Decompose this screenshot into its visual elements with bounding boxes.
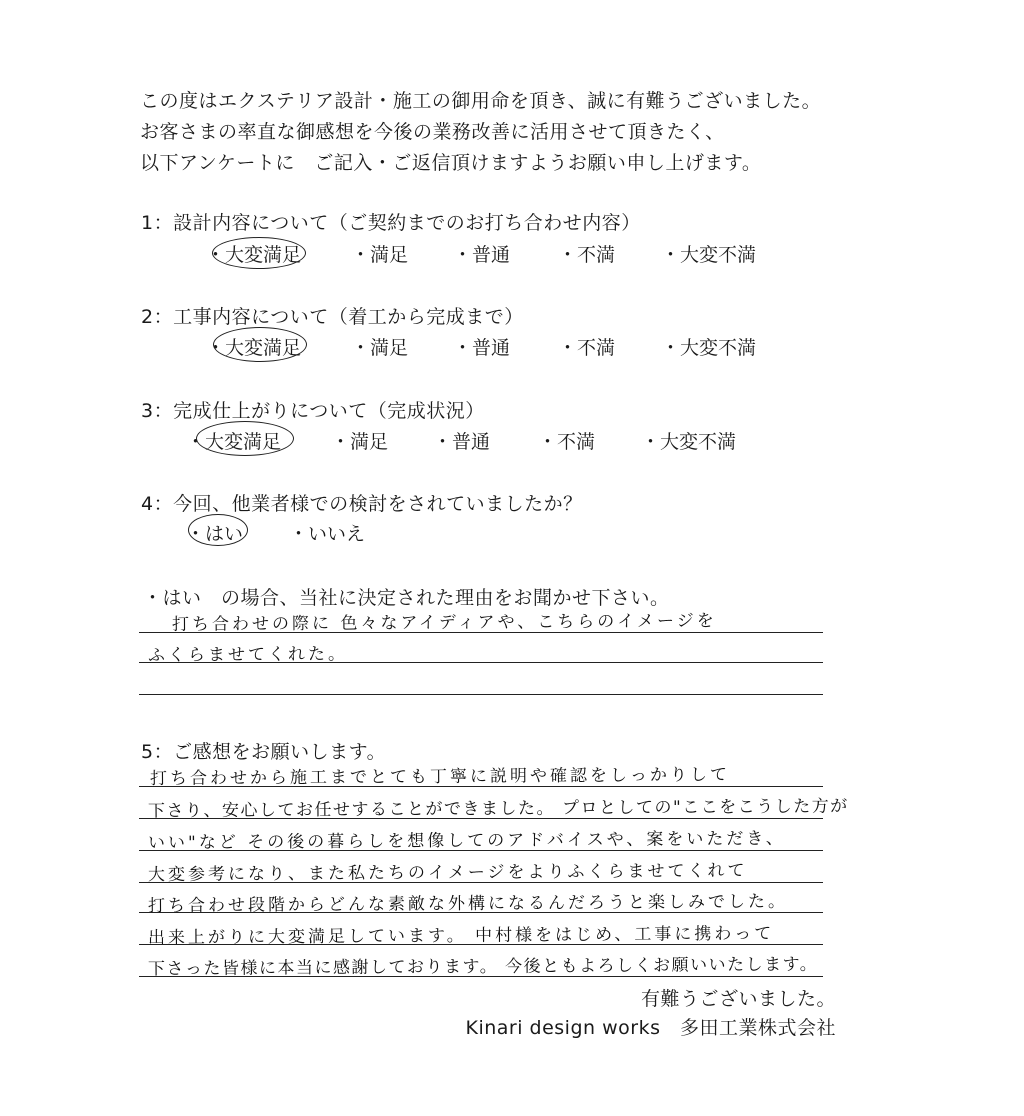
q1-option-very-dissatisfied: ・大変不満 (661, 244, 757, 266)
q4-option-yes: ・はい (186, 523, 244, 545)
question-5-title: 5：ご感想をお願いします。 (141, 741, 387, 763)
impression-rule-4 (139, 882, 823, 883)
q1-option-satisfied: ・満足 (351, 244, 409, 266)
q4-option-no: ・いいえ (289, 523, 366, 545)
impression-rule-1 (139, 786, 823, 787)
impression-rule-6 (139, 944, 823, 945)
intro-line-1: この度はエクステリア設計・施工の御用命を頂き、誠に有難うございました。 (140, 90, 822, 112)
q3-option-very-satisfied: ・大変満足 (186, 431, 282, 453)
impression-line-2: 下さり、安心してお任せすることができました。 プロとしての"ここをこうした方が (147, 796, 849, 822)
intro-line-2: お客さまの率直な御感想を今後の業務改善に活用させて頂きたく、 (140, 121, 725, 143)
q2-option-average: ・普通 (453, 337, 511, 359)
question-2-title: 2：工事内容について（着工から完成まで） (141, 306, 524, 328)
impression-line-7: 下さった皆様に本当に感謝しております。 今後ともよろしくお願いいたします。 (147, 954, 819, 980)
reason-answer-line-2: ふくらませてくれた。 (147, 644, 349, 666)
impression-rule-3 (139, 850, 823, 851)
company-signature: Kinari design works 多田工業株式会社 (465, 1017, 836, 1039)
intro-line-3: 以下アンケートに ご記入・ご返信頂けますようお願い申し上げます。 (140, 152, 762, 174)
impression-line-6: 出来上がりに大変満足しています。 中村様をはじめ、工事に携わって (147, 923, 775, 949)
impression-line-5: 打ち合わせ段階からどんな素敵な外構になるんだろうと楽しみでした。 (147, 891, 789, 917)
q3-option-dissatisfied: ・不満 (538, 431, 596, 453)
reason-rule-2 (139, 662, 823, 663)
reason-rule-1 (139, 632, 823, 633)
q2-selection-circle (213, 327, 307, 362)
q4-selection-circle (188, 514, 248, 546)
reason-rule-3 (139, 694, 823, 695)
reason-prompt: ・はい の場合、当社に決定された理由をお聞かせ下さい。 (143, 587, 670, 609)
q1-option-very-satisfied: ・大変満足 (206, 244, 302, 266)
reason-answer-line-1: 打ち合わせの際に 色々なアイディアや、こちらのイメージを (171, 611, 717, 635)
impression-line-4: 大変参考になり、また私たちのイメージをよりふくらませてくれて (147, 860, 748, 886)
q1-option-average: ・普通 (453, 244, 511, 266)
q3-option-satisfied: ・満足 (331, 431, 389, 453)
impression-line-1: 打ち合わせから施工までとても丁寧に説明や確認をしっかりして (149, 764, 731, 790)
closing-thanks: 有難うございました。 (640, 988, 836, 1010)
impression-line-3: いい"など その後の暮らしを想像してのアドバイスや、案をいただき、 (147, 828, 786, 854)
q1-selection-circle (212, 237, 306, 269)
question-4-title: 4：今回、他業者様での検討をされていましたか？ (141, 493, 583, 515)
q3-selection-circle (196, 421, 294, 456)
q3-option-average: ・普通 (433, 431, 491, 453)
q2-option-satisfied: ・満足 (351, 337, 409, 359)
impression-rule-7 (139, 976, 823, 977)
q2-option-very-satisfied: ・大変満足 (206, 337, 302, 359)
q1-option-dissatisfied: ・不満 (558, 244, 616, 266)
question-3-title: 3：完成仕上がりについて（完成状況） (141, 400, 485, 422)
question-1-title: 1：設計内容について（ご契約までのお打ち合わせ内容） (141, 212, 641, 234)
q3-option-very-dissatisfied: ・大変不満 (641, 431, 737, 453)
q2-option-very-dissatisfied: ・大変不満 (661, 337, 757, 359)
q2-option-dissatisfied: ・不満 (558, 337, 616, 359)
impression-rule-2 (139, 818, 823, 819)
impression-rule-5 (139, 912, 823, 913)
